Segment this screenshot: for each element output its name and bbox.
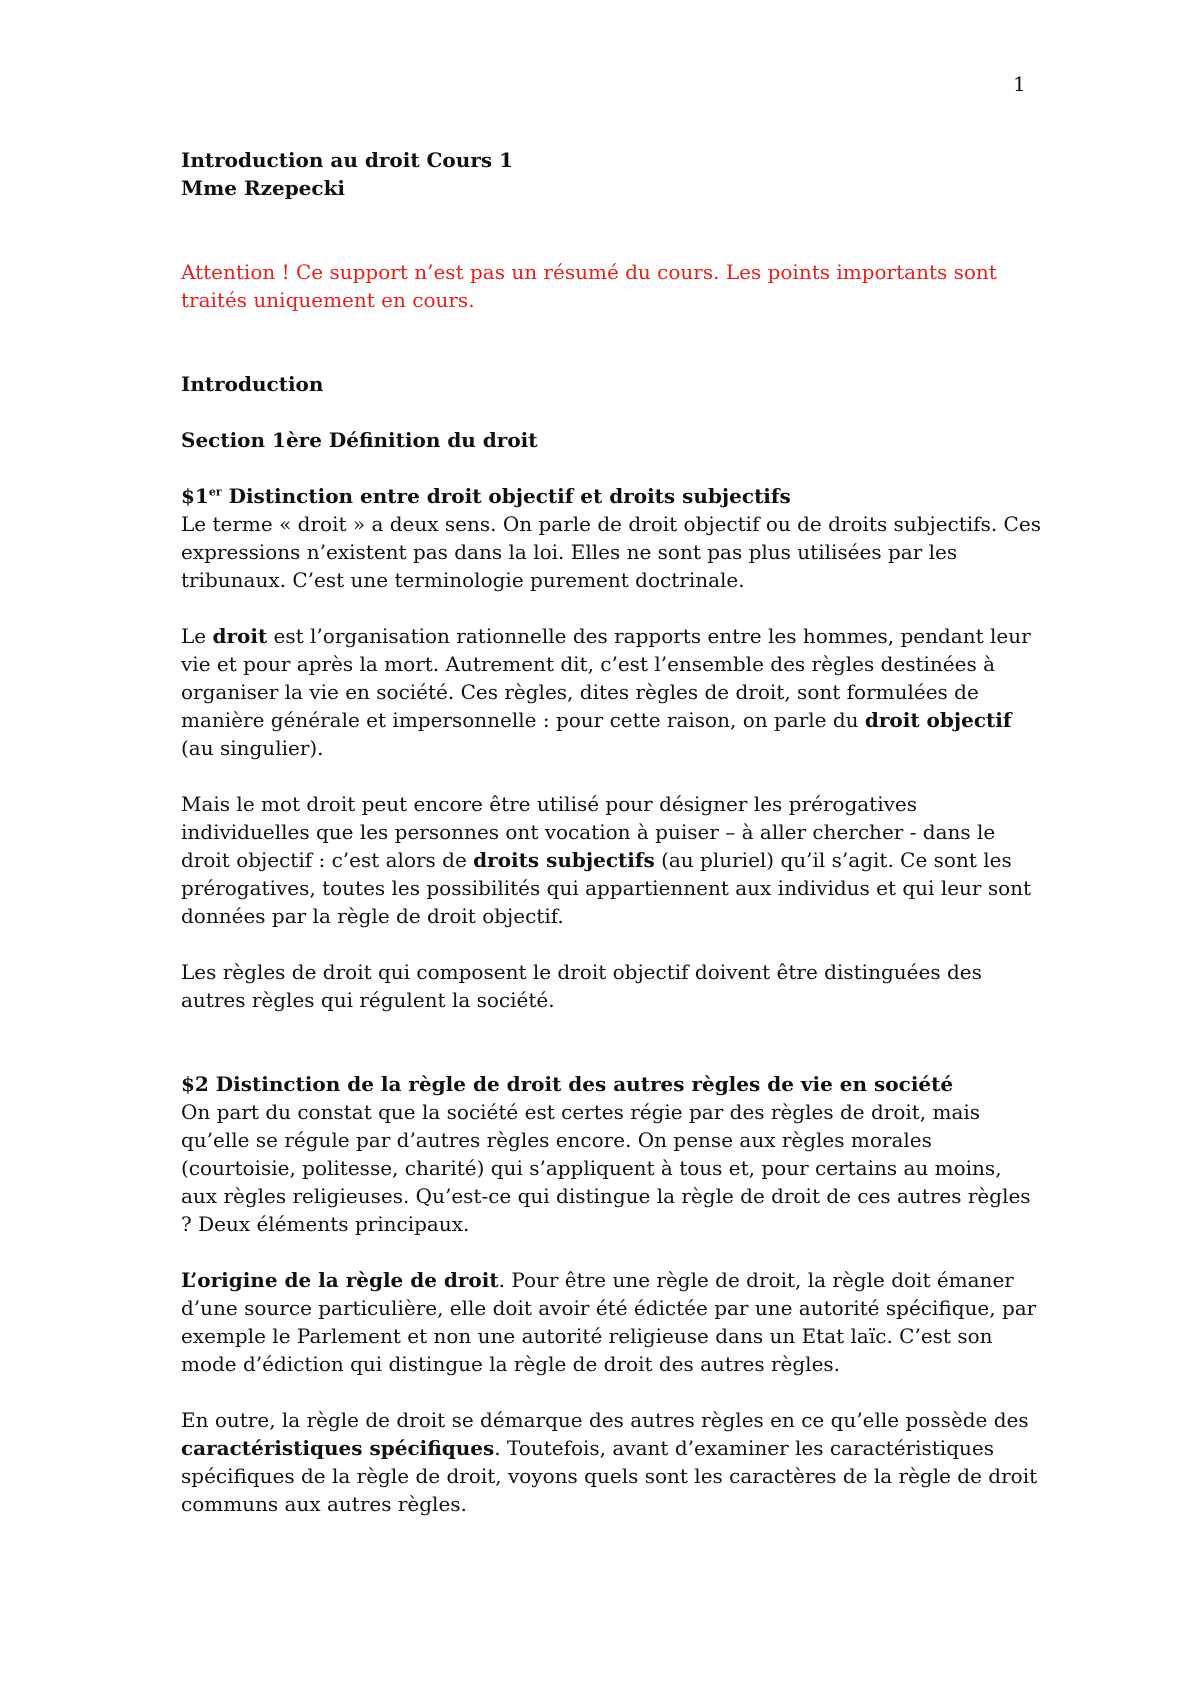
part2-p3-text-start: En outre, la règle de droit se démarque des autres règles en ce qu’elle possède des (181, 1408, 1029, 1432)
p2-term-droit: droit (212, 624, 268, 648)
part1-paragraph-3 (181, 790, 1041, 930)
part2-paragraph-2 (181, 1266, 1041, 1378)
part1-heading-prefix: $1 (181, 484, 209, 508)
p2-text-start: Le (181, 624, 213, 648)
document-author: Mme Rzepecki (181, 176, 346, 200)
p3-term-caracteristiques: caractéristiques spécifiques (181, 1436, 495, 1460)
p2-text-mid: est l’organisation rationnelle des rapports entre les hommes, pendant leur vie et pour après la mort. Autrement dit, c’est l’ensemble des règles destinées à organiser la vie en société. Ces règles, dites règles de droit, sont formulées de manière générale et impersonnelle : pour cette raison, on parle du (181, 624, 1031, 732)
p3-text-end: (au pluriel) qu’il s’agit. Ce sont les prérogatives, toutes les possibilités qui appartiennent aux individus et qui leur sont données par la règle de droit objectif. (181, 848, 1032, 928)
p2-term-origine: L’origine de la règle de droit (181, 1268, 499, 1292)
part2-paragraph-1: On part du constat que la société est certes régie par des règles de droit, mais qu’elle se régule par d’autres règles encore. On pense aux règles morales (courtoisie, politesse, charité) qui s’appliquent à tous et, pour certains au moins, aux règles religieuses. Qu’est-ce qui distingue la règle de droit de ces autres règles ? Deux éléments principaux. (181, 1100, 1031, 1236)
part2-heading: $2 Distinction de la règle de droit des autres règles de vie en société (181, 1072, 954, 1096)
part1-heading-sup: er (208, 485, 222, 499)
part2-p3-text-end: . Toutefois, avant d’examiner les caractéristiques spécifiques de la règle de droit, voyons quels sont les caractères de la règle de droit communs aux autres règles. (181, 1436, 1038, 1516)
p3-text-start: Mais le mot droit peut encore être utilisé pour désigner les prérogatives individuelles que les personnes ont vocation à puiser – à aller chercher - dans le droit objectif : c’est alors de (181, 792, 996, 872)
part1-heading-text: Distinction entre droit objectif et droits subjectifs (221, 484, 791, 508)
part1-paragraph-4: Les règles de droit qui composent le droit objectif doivent être distinguées des autres règles qui régulent la société. (181, 960, 982, 1012)
part1-paragraph-2 (181, 622, 1041, 762)
document-title: Introduction au droit Cours 1 (181, 148, 513, 172)
p2-text-end: (au singulier). (181, 736, 324, 760)
section1-heading: Section 1ère Définition du droit (181, 428, 538, 452)
p3-term-droits-subjectifs: droits subjectifs (473, 848, 655, 872)
part1-paragraph-1: Le terme « droit » a deux sens. On parle de droit objectif ou de droits subjectifs. Ces expressions n’existent pas dans la loi. Elles ne sont pas plus utilisées par les tribunaux. C’est une terminologie purement doctrinale. (181, 512, 1041, 592)
part1-heading (181, 482, 1041, 510)
warning-notice: Attention ! Ce support n’est pas un résumé du cours. Les points importants sont traités uniquement en cours. (181, 260, 997, 312)
p2-term-droit-objectif: droit objectif (864, 708, 1012, 732)
page-number: 1 (1013, 72, 1026, 96)
intro-heading: Introduction (181, 372, 324, 396)
document-body (181, 146, 1041, 1518)
part2-p2-text: . Pour être une règle de droit, la règle doit émaner d’une source particulière, elle doit avoir été édictée par une autorité spécifique, par exemple le Parlement et non une autorité religieuse dans un Etat laïc. C’est son mode d’édiction qui distingue la règle de droit des autres règles. (181, 1268, 1037, 1376)
part2-paragraph-3 (181, 1406, 1041, 1518)
